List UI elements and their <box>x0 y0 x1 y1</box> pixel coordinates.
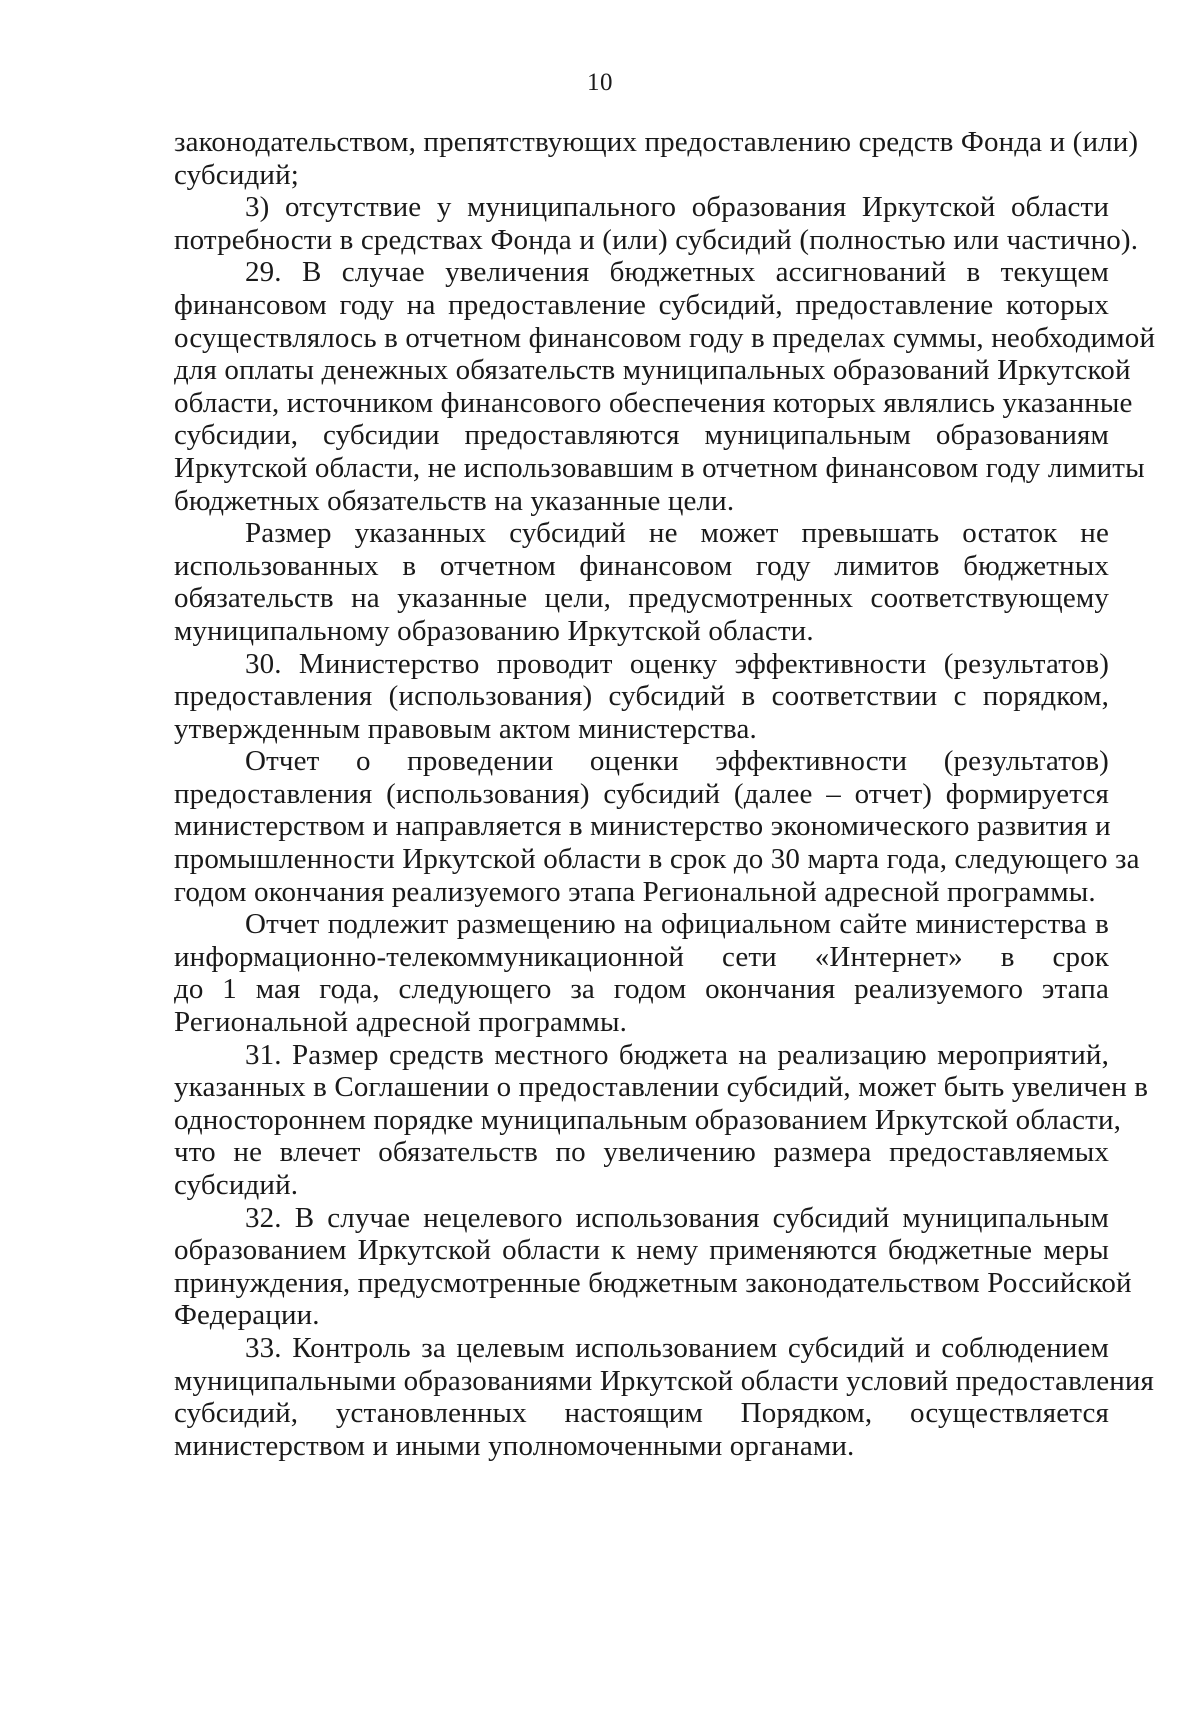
text-line: одностороннем порядке муниципальным образованием Иркутской области, <box>174 1103 1122 1136</box>
text-line: для оплаты денежных обязательств муниципальных образований Иркутской <box>174 354 1131 387</box>
text-line: 29. В случае увеличения бюджетных ассигнований в текущем <box>245 256 1109 289</box>
text-line: Региональной адресной программы. <box>174 1006 628 1039</box>
text-line: осуществлялось в отчетном финансовом году в пределах суммы, необходимой <box>174 321 1156 354</box>
text-line: 3) отсутствие у муниципального образования Иркутской области <box>245 191 1109 224</box>
text-line: бюджетных обязательств на указанные цели. <box>174 484 735 517</box>
text-line: 31. Размер средств местного бюджета на реализацию мероприятий, <box>245 1038 1109 1071</box>
text-line: до 1 мая года, следующего за годом окончания реализуемого этапа <box>174 973 1109 1006</box>
text-line: законодательством, препятствующих предоставлению средств Фонда и (или) <box>174 126 1139 158</box>
text-line: Отчет подлежит размещению на официальном сайте министерства в <box>245 908 1109 941</box>
text-line: Размер указанных субсидий не может превышать остаток не <box>245 517 1109 550</box>
text-line: годом окончания реализуемого этапа Региональной адресной программы. <box>174 875 1096 908</box>
text-line: промышленности Иркутской области в срок до 30 марта года, следующего за <box>174 843 1140 876</box>
text-line: использованных в отчетном финансовом году лимитов бюджетных <box>174 549 1109 582</box>
text-line: принуждения, предусмотренные бюджетным законодательством Российской <box>174 1266 1132 1299</box>
text-line: Иркутской области, не использовавшим в отчетном финансовом году лимиты <box>174 451 1145 484</box>
text-line: утвержденным правовым актом министерства. <box>174 712 757 745</box>
document-body <box>174 126 1156 1462</box>
text-line: Федерации. <box>174 1299 320 1332</box>
text-line: указанных в Соглашении о предоставлении субсидий, может быть увеличен в <box>174 1071 1149 1104</box>
text-line: муниципальному образованию Иркутской области. <box>174 614 814 647</box>
text-line: Отчет о проведении оценки эффективности (результатов) <box>245 745 1109 778</box>
text-line: субсидии, субсидии предоставляются муниципальным образованиям <box>174 419 1109 452</box>
text-line: потребности в средствах Фонда и (или) субсидий (полностью или частично). <box>174 223 1139 256</box>
text-line: образованием Иркутской области к нему применяются бюджетные меры <box>174 1234 1109 1267</box>
text-line: области, источником финансового обеспечения которых являлись указанные <box>174 386 1133 419</box>
text-line: обязательств на указанные цели, предусмотренных соответствующему <box>174 582 1109 615</box>
text-line: министерством и направляется в министерство экономического развития и <box>174 810 1111 843</box>
text-line: финансовом году на предоставление субсидий, предоставление которых <box>174 288 1109 321</box>
text-line: муниципальными образованиями Иркутской области условий предоставления <box>174 1364 1155 1397</box>
text-line: 33. Контроль за целевым использованием субсидий и соблюдением <box>245 1331 1109 1364</box>
text-line: 32. В случае нецелевого использования субсидий муниципальным <box>245 1201 1109 1234</box>
text-line: предоставления (использования) субсидий в соответствии с порядком, <box>174 680 1109 713</box>
text-line: что не влечет обязательств по увеличению размера предоставляемых <box>174 1136 1109 1169</box>
text-line: информационно-телекоммуникационной сети «Интернет» в срок <box>174 940 1109 973</box>
text-line: министерством и иными уполномоченными органами. <box>174 1429 855 1462</box>
text-line: субсидий, установленных настоящим Порядком, осуществляется <box>174 1397 1109 1430</box>
text-line: предоставления (использования) субсидий (далее – отчет) формируется <box>174 777 1109 810</box>
text-line: субсидий; <box>174 158 299 191</box>
text-line: 30. Министерство проводит оценку эффективности (результатов) <box>245 647 1109 680</box>
text-line: субсидий. <box>174 1169 299 1201</box>
page-number: 10 <box>587 69 613 96</box>
